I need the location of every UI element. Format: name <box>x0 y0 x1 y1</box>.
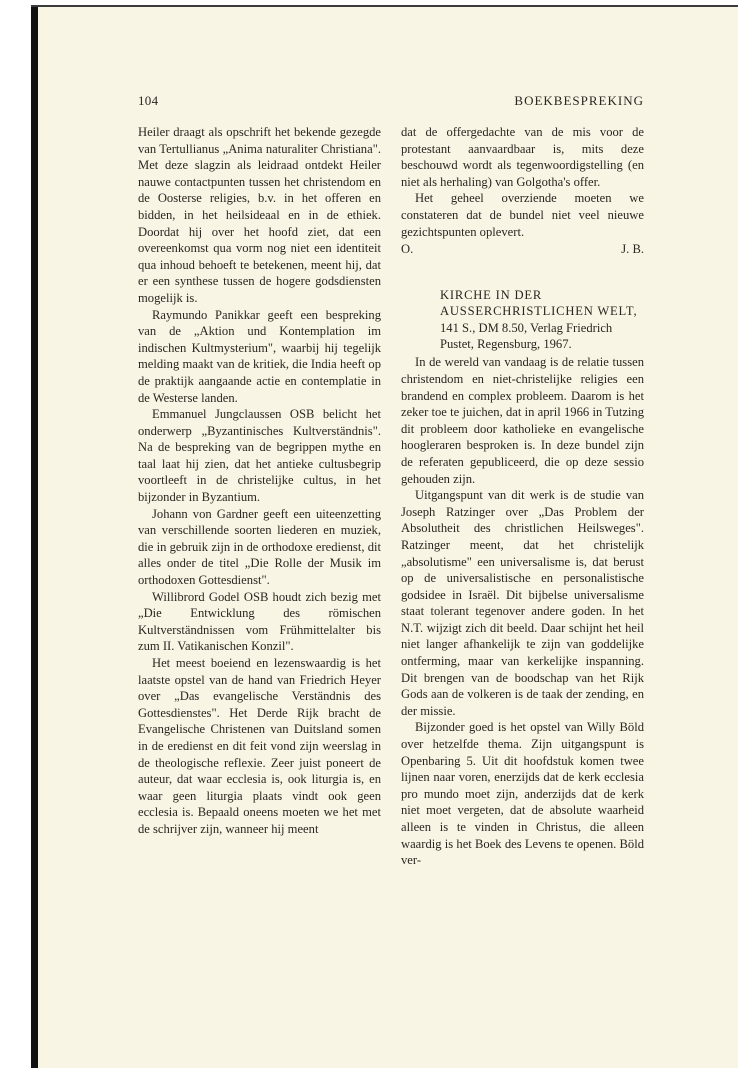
review-signature <box>401 241 644 258</box>
book-details: 141 S., DM 8.50, Verlag Friedrich Pustet, Regensburg, 1967. <box>440 320 613 351</box>
paragraph: Raymundo Panikkar geeft een bespreking van de „Aktion und Kontemplation im indischen Kultmysterium", waarbij hij tegelijk melding maakt van de kritiek, die India heeft op de praktijk aangaande actie en contemplatie in de Westerse landen. <box>138 307 381 405</box>
paragraph: Johann von Gardner geeft een uiteenzetting van verschillende soorten liederen en muziek, die in gebruik zijn in de orthodoxe eredienst, dit alles onder de titel „Die Rolle der Musik im orthodoxen Gottesdienst". <box>138 506 381 588</box>
book-title: KIRCHE IN DER AUSSERCHRISTLICHEN WELT, <box>440 287 638 319</box>
book-review-heading <box>440 287 644 353</box>
paragraph: dat de offergedachte van de mis voor de protestant aanvaardbaar is, mits deze beschouwd wordt als tegenwoordigstelling (en niet als herhaling) van Golgotha's offer. <box>401 125 644 189</box>
paragraph: Het geheel overziende moeten we constateren dat de bundel niet veel nieuwe gezichtspunten oplevert. <box>401 191 644 239</box>
paragraph: Emmanuel Jungclaussen OSB belicht het onderwerp „Byzantinisches Kultverständnis". Na de bespreking van de begrippen mythe en taal laat hij zien, dat het antieke cultusbegrip voortleeft in de christelijke cultus, in het bijzonder in Byzantium. <box>138 407 381 505</box>
scan-top-border <box>31 5 738 7</box>
paragraph: Willibrord Godel OSB houdt zich bezig met „Die Entwicklung des römischen Kultverständnissen vom Frühmittelalter bis zum II. Vatikanischen Konzil". <box>138 589 381 654</box>
paragraph: Bijzonder goed is het opstel van Willy Böld over hetzelfde thema. Zijn uitgangspunt is Openbaring 5. Uit dit hoofdstuk komen twee lijnen naar voren, enerzijds dat de kerk ecclesia pro mundo moet zijn, anderzijds dat de kerk niet moet vergeten, dat de absolute waarheid alleen is te vinden in Christus, die alleen waardig is het Boek des Levens te openen. Böld ver- <box>401 720 644 868</box>
paragraph: Heiler draagt als opschrift het bekende gezegde van Tertullianus „Anima naturaliter Christiana". Met deze slagzin als leidraad ontdekt Heiler nauwe contactpunten tussen het christendom en de Oosterse religies, b.v. in het offeren en bidden, in het heilsideaal en in de ethiek. Doordat hij over het hoofd ziet, dat een overeenkomst qua vorm nog niet een identiteit qua inhoud behoeft te betekenen, meent hij, dat er een synthese tussen de hogere godsdiensten mogelijk is. <box>138 125 381 305</box>
paragraph: Het meest boeiend en lezenswaardig is het laatste opstel van de hand van Friedrich Heyer over „Das evangelische Verständnis des Gottesdienstes". Het Derde Rijk bracht de Evangelische Christenen van Duitsland somen in de eredienst en dit feit vond zijn weerslag in de theologische reflexie. Zeer juist poneert de auteur, dat waar ecclesia is, ook liturgia is, en waar geen liturgia plaats vindt ook geen ecclesia is. Bepaald oneens moeten we het met de schrijver zijn, wanneer hij meent <box>138 656 381 836</box>
signature-initial: O. <box>401 242 414 257</box>
page-number: 104 <box>138 93 159 108</box>
paragraph: Uitgangspunt van dit werk is de studie van Joseph Ratzinger over „Das Problem der Absolutheit des christlichen Heilsweges". Ratzinger meent, dat het christelijk „absolutisme" een universalisme is, dat berust op de universalistische en personalistische godsidee in Israël. Dit bijbelse universalisme staat tolerant tegenover andere goden. In het N.T. wijzigt zich dit beeld. Daar schijnt het heil niet langer afhankelijk te zijn van goddelijke ontferming, maar van kerkelijke inspanning. Dit brengen van de boodschap van het Rijk Gods aan de volkeren is de taak der zending, en der missie. <box>401 488 644 718</box>
reviewer-initials: J. B. <box>621 242 644 257</box>
left-column <box>138 124 381 838</box>
page-header <box>138 93 644 109</box>
scan-edge-shadow <box>31 6 38 1068</box>
paragraph: In de wereld van vandaag is de relatie tussen christendom en niet-christelijke religies een brandend en complex probleem. Daarom is het zeker toe te juichen, dat in april 1966 in Tutzing dit probleem door katholieke en evangelische hoogleraren besproken is. In deze bundel zijn de referaten gepubliceerd, die op deze sessio gehouden zijn. <box>401 355 644 486</box>
running-title: BOEKBESPREKING <box>514 93 644 108</box>
right-column <box>401 124 644 869</box>
